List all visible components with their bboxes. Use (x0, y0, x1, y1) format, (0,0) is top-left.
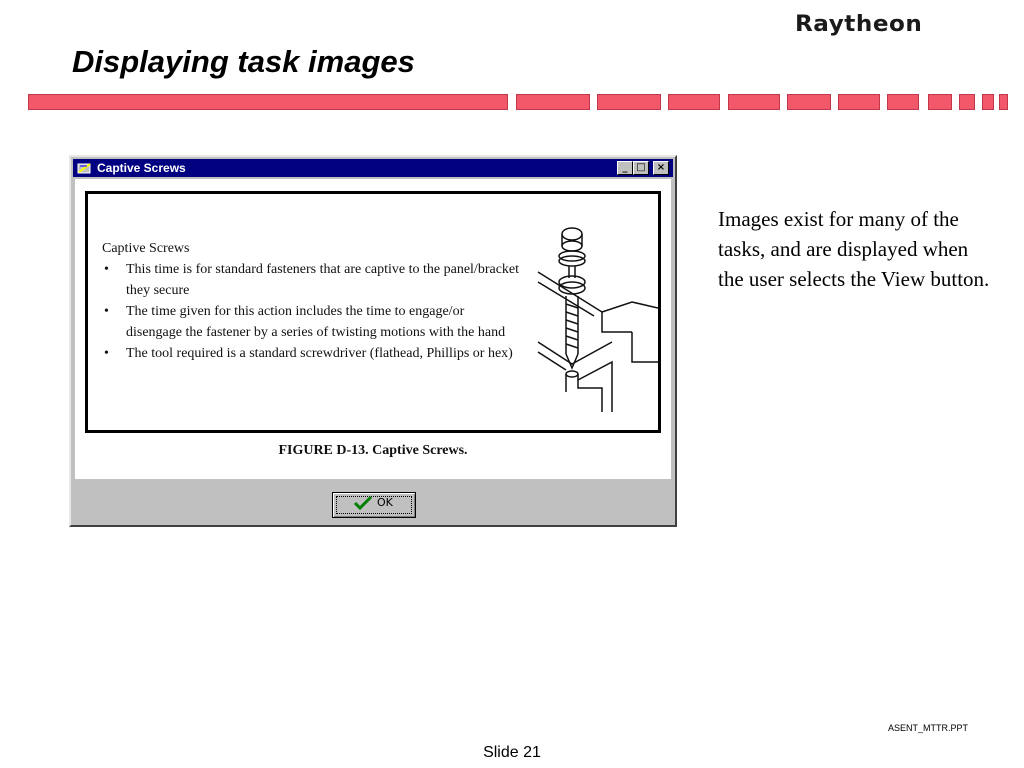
bar-segment (668, 94, 720, 110)
footer-filename: ASENT_MTTR.PPT (888, 723, 969, 733)
figure-frame (85, 191, 661, 433)
raytheon-logo: Raytheon (795, 12, 923, 37)
figure-caption: FIGURE D-13. Captive Screws. (278, 443, 468, 458)
bar-segment (28, 94, 508, 110)
bullet-item: • The time given for this action includes the time to engage/or disengage the fastener by a series of twisting motions with the hand (102, 301, 522, 343)
bar-segment (982, 94, 994, 110)
bar-segment (787, 94, 831, 110)
captive-screw-illustration (532, 212, 658, 412)
slide-number: Slide 21 (483, 744, 541, 761)
body-text: Images exist for many of the tasks, and are displayed when the user selects the View button. (718, 207, 990, 291)
window-title: Captive Screws (97, 161, 186, 175)
window-titlebar[interactable] (73, 159, 673, 177)
figure-heading: Captive Screws (102, 241, 190, 256)
checkmark-icon (353, 495, 373, 511)
bar-segment (959, 94, 975, 110)
captive-screws-window (69, 155, 677, 527)
slide-title: Displaying task images (72, 44, 415, 79)
bar-segment (597, 94, 661, 110)
bar-segment (887, 94, 919, 110)
bar-segment (838, 94, 880, 110)
figure-bullets (102, 259, 522, 364)
bar-segment (999, 94, 1008, 110)
bullet-item: • The tool required is a standard screwdriver (flathead, Phillips or hex) (102, 343, 522, 364)
minimize-button[interactable]: _ (617, 161, 633, 175)
close-button[interactable]: × (653, 161, 669, 175)
ok-label: OK (377, 496, 393, 509)
app-icon (77, 161, 93, 175)
bar-segment (728, 94, 780, 110)
bar-segment (516, 94, 590, 110)
bar-segment (928, 94, 952, 110)
figure-text (102, 238, 522, 364)
dialog-content (75, 179, 671, 479)
bullet-item: • This time is for standard fasteners that are captive to the panel/bracket they secure (102, 259, 522, 301)
maximize-button[interactable]: □ (633, 161, 649, 175)
ok-button[interactable] (332, 492, 416, 518)
ok-focus-rect (336, 496, 412, 514)
